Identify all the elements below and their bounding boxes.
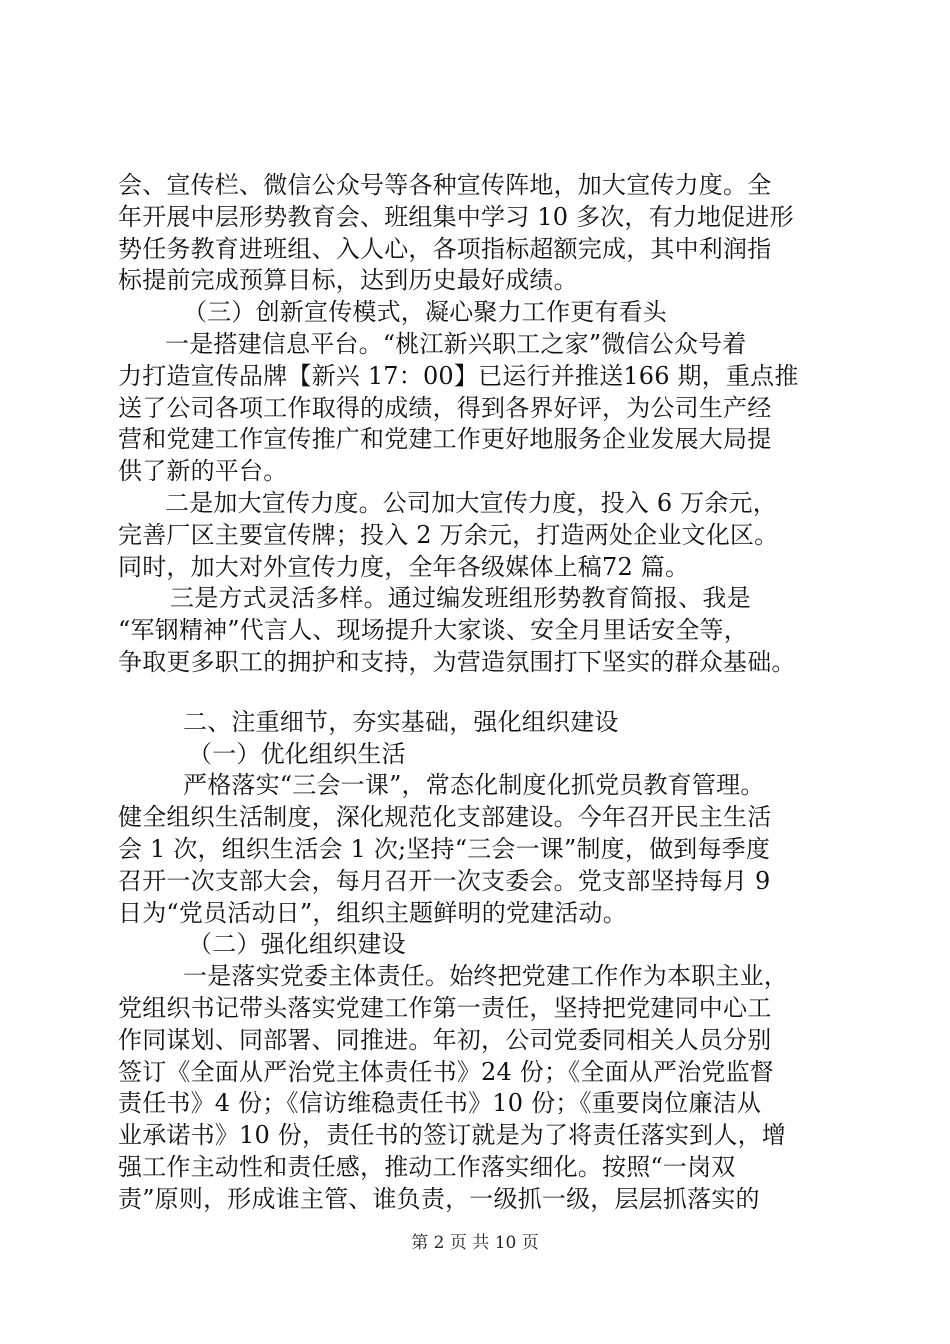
paragraph-line: 二是加大宣传力度。公司加大宣传力度，投入 6 万余元， [165, 488, 777, 517]
paragraph-line: 党组织书记带头落实党建工作第一责任，坚持把党建同中心工 [118, 993, 772, 1022]
paragraph-line: 同时，加大对外宣传力度，全年各级媒体上稿72 篇。 [118, 552, 690, 581]
paragraph-line: 三是方式灵活多样。通过编发班组形势教育简报、我是 [170, 584, 751, 613]
paragraph-line: 争取更多职工的拥护和支持，为营造氛围打下坚实的群众基础。 [118, 647, 796, 676]
paragraph-line: 健全组织生活制度，深化规范化支部建设。今年召开民主生活 [118, 803, 772, 832]
paragraph-line: 责任书》4 份；《信访维稳责任书》10 份；《重要岗位廉洁从 [118, 1089, 762, 1118]
paragraph-line: 会 1 次，组织生活会 1 次;坚持“三会一课”制度，做到每季度 [118, 834, 771, 863]
paragraph-line: 一是落实党委主体责任。始终把党建工作作为本职主业， [183, 962, 788, 991]
paragraph-line: 送了公司各项工作取得的成绩，得到各界好评，为公司生产经 [118, 393, 772, 422]
paragraph-line: 严格落实“三会一课”，常态化制度化抓党员教育管理。 [183, 771, 765, 800]
paragraph-line: 一是搭建信息平台。“桃江新兴职工之家”微信公众号着 [165, 329, 747, 358]
paragraph-line: 会、宣传栏、微信公众号等各种宣传阵地，加大宣传力度。全 [118, 171, 772, 199]
paragraph-line: 标提前完成预算目标，达到历史最好成绩。 [118, 266, 578, 295]
paragraph-line: 签订《全面从严治党主体责任书》24 份；《全面从严治党监督 [118, 1057, 774, 1086]
page-footer: 第 2 页 共 10 页 [411, 1233, 539, 1253]
section-heading: 二、注重细节，夯实基础，强化组织建设 [183, 707, 619, 736]
document-body [118, 170, 834, 1216]
paragraph-line: 强工作主动性和责任感，推动工作落实细化。按照“一岗双 [118, 1152, 736, 1181]
paragraph-line: 召开一次支部大会，每月召开一次支委会。党支部坚持每月 9 [118, 866, 771, 895]
paragraph-line: 日为“党员活动日”，组织主题鲜明的党建活动。 [118, 898, 627, 927]
paragraph-line: 年开展中层形势教育会、班组集中学习 10 多次，有力地促进形 [118, 202, 794, 231]
paragraph-line: 业承诺书》10 份，责任书的签订就是为了将责任落实到人，增 [118, 1121, 786, 1150]
paragraph-line: “军钢精神”代言人、现场提升大家谈、安全月里话安全等， [118, 616, 748, 645]
paragraph-line: 完善厂区主要宣传牌；投入 2 万余元，打造两处企业文化区。 [118, 520, 779, 549]
paragraph-line: 力打造宣传品牌【新兴 17：00】已运行并推送166 期，重点推 [118, 361, 799, 390]
paragraph-line: 作同谋划、同部署、同推进。年初，公司党委同相关人员分别 [118, 1025, 772, 1054]
paragraph-line: 势任务教育进班组、入人心，各项指标超额完成，其中利润指 [118, 234, 772, 263]
subsection-heading: （二）强化组织建设 [188, 930, 406, 959]
subsection-heading: （三）创新宣传模式，凝心聚力工作更有看头 [183, 298, 667, 327]
subsection-heading: （一）优化组织生活 [188, 739, 406, 768]
paragraph-line: 责”原则，形成谁主管、谁负责，一级抓一级，层层抓落实的 [118, 1184, 760, 1213]
paragraph-gap [118, 679, 834, 707]
paragraph-line: 营和党建工作宣传推广和党建工作更好地服务企业发展大局提 [118, 425, 772, 454]
paragraph-line: 供了新的平台。 [118, 457, 288, 486]
